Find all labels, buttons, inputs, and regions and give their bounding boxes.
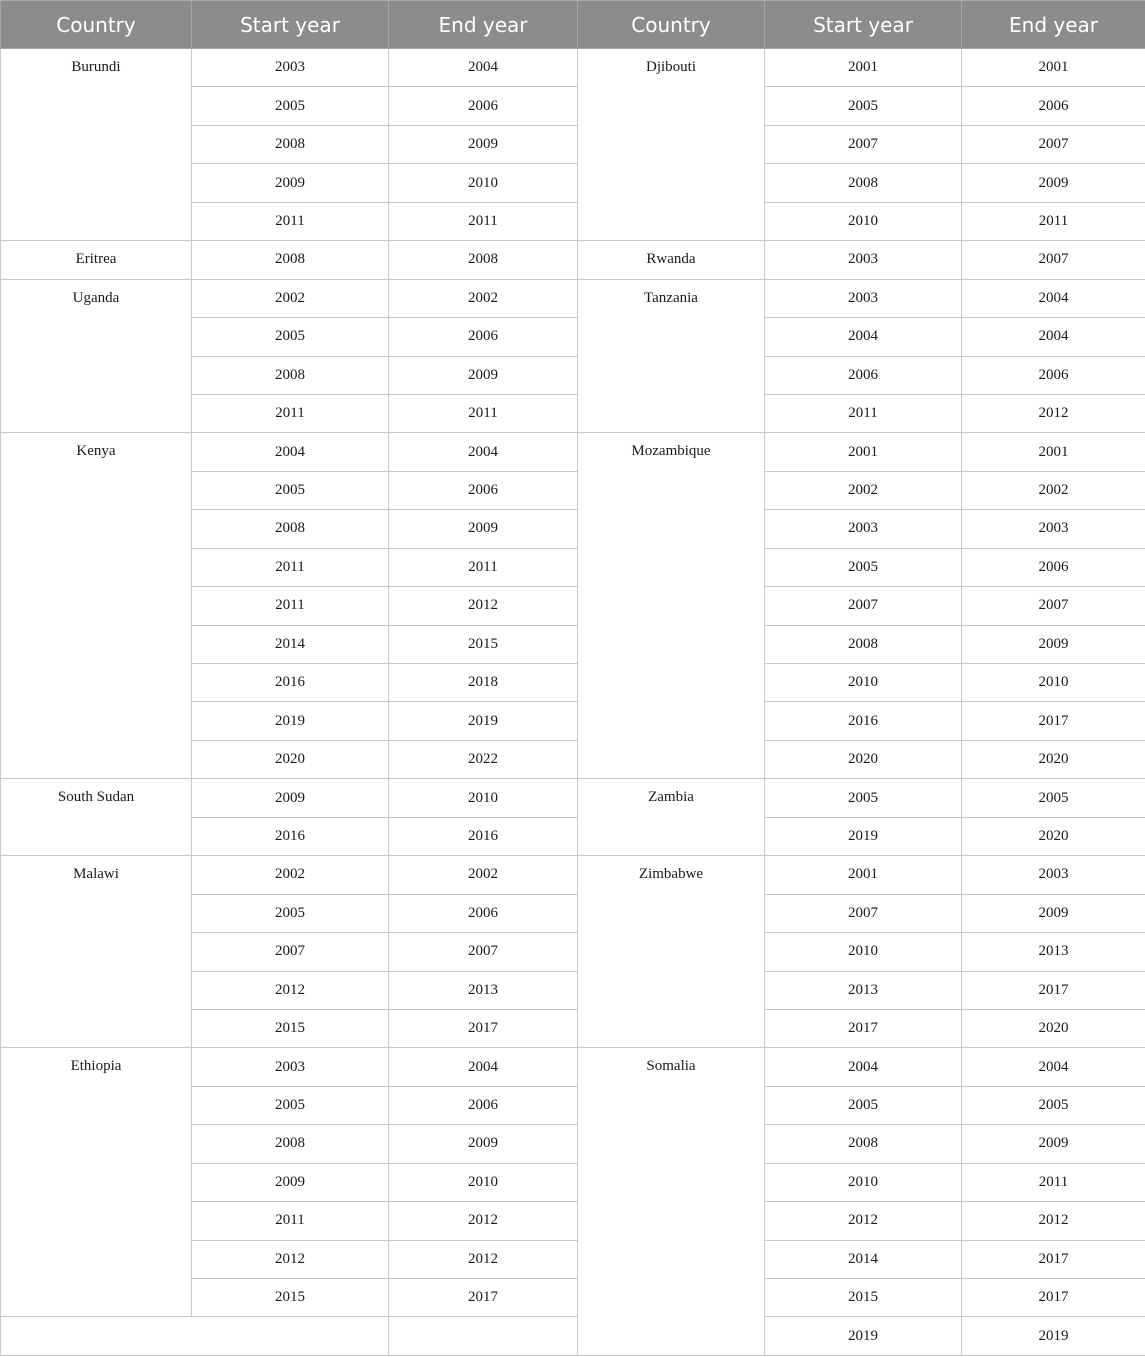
- start-year-cell: 2011: [765, 394, 962, 432]
- end-year-cell: 2011: [389, 202, 578, 240]
- start-year-cell: 2007: [765, 587, 962, 625]
- header-end-year-left: End year: [389, 1, 578, 49]
- start-year-cell: 2010: [765, 202, 962, 240]
- end-year-cell: 2007: [962, 587, 1145, 625]
- end-year-cell: 2010: [389, 1163, 578, 1201]
- start-year-cell: 2011: [192, 1202, 389, 1240]
- start-year-cell: 2007: [192, 933, 389, 971]
- end-year-cell: 2010: [389, 164, 578, 202]
- end-year-cell: 2013: [962, 933, 1145, 971]
- table-row: [1, 433, 1145, 471]
- start-year-cell: 2003: [765, 279, 962, 317]
- start-year-cell: 2019: [192, 702, 389, 740]
- start-year-cell: 2012: [765, 1202, 962, 1240]
- end-year-cell: 2012: [389, 1202, 578, 1240]
- start-year-cell: 2005: [192, 318, 389, 356]
- table-row: [1, 856, 1145, 894]
- end-year-cell: 2007: [962, 241, 1145, 279]
- country-cell: Tanzania: [578, 279, 765, 433]
- start-year-cell: 2008: [192, 241, 389, 279]
- end-year-cell: 2012: [389, 587, 578, 625]
- start-year-cell: 2010: [765, 664, 962, 702]
- start-year-cell: 2009: [192, 779, 389, 817]
- start-year-cell: 2019: [765, 1317, 962, 1355]
- end-year-cell: 2007: [962, 125, 1145, 163]
- end-year-cell: 2013: [389, 971, 578, 1009]
- table-row: [1, 279, 1145, 317]
- end-year-cell: 2009: [962, 164, 1145, 202]
- end-year-cell: 2007: [389, 933, 578, 971]
- end-year-cell: 2009: [962, 1125, 1145, 1163]
- country-cell: South Sudan: [1, 779, 192, 856]
- end-year-cell: 2009: [389, 356, 578, 394]
- start-year-cell: 2005: [192, 894, 389, 932]
- end-year-cell: 2008: [389, 241, 578, 279]
- table-row: [1, 1317, 1145, 1355]
- end-year-cell: 2002: [389, 856, 578, 894]
- start-year-cell: 2008: [192, 1125, 389, 1163]
- start-year-cell: 2005: [765, 548, 962, 586]
- start-year-cell: 2012: [192, 1240, 389, 1278]
- start-year-cell: 2019: [765, 817, 962, 855]
- end-year-cell: 2002: [389, 279, 578, 317]
- country-cell: Djibouti: [578, 49, 765, 241]
- empty-cell: [389, 1317, 578, 1355]
- start-year-cell: 2020: [765, 740, 962, 778]
- country-cell: Uganda: [1, 279, 192, 433]
- start-year-cell: 2004: [765, 318, 962, 356]
- empty-cell: [1, 1317, 389, 1355]
- start-year-cell: 2010: [765, 933, 962, 971]
- start-year-cell: 2008: [765, 1125, 962, 1163]
- country-cell: Eritrea: [1, 241, 192, 279]
- table-row: [1, 779, 1145, 817]
- start-year-cell: 2004: [192, 433, 389, 471]
- start-year-cell: 2016: [765, 702, 962, 740]
- start-year-cell: 2014: [765, 1240, 962, 1278]
- start-year-cell: 2002: [192, 856, 389, 894]
- end-year-cell: 2018: [389, 664, 578, 702]
- start-year-cell: 2020: [192, 740, 389, 778]
- start-year-cell: 2003: [192, 49, 389, 87]
- end-year-cell: 2019: [389, 702, 578, 740]
- start-year-cell: 2005: [765, 779, 962, 817]
- end-year-cell: 2006: [389, 471, 578, 509]
- end-year-cell: 2019: [962, 1317, 1145, 1355]
- start-year-cell: 2009: [192, 1163, 389, 1201]
- start-year-cell: 2012: [192, 971, 389, 1009]
- header-country-left: Country: [1, 1, 192, 49]
- end-year-cell: 2012: [962, 1202, 1145, 1240]
- start-year-cell: 2011: [192, 202, 389, 240]
- start-year-cell: 2011: [192, 394, 389, 432]
- table-row: [1, 241, 1145, 279]
- end-year-cell: 2004: [962, 279, 1145, 317]
- table-body: [1, 49, 1145, 1356]
- end-year-cell: 2011: [962, 1163, 1145, 1201]
- start-year-cell: 2005: [192, 1086, 389, 1124]
- start-year-cell: 2011: [192, 587, 389, 625]
- country-cell: Somalia: [578, 1048, 765, 1356]
- end-year-cell: 2016: [389, 817, 578, 855]
- end-year-cell: 2017: [962, 1240, 1145, 1278]
- start-year-cell: 2001: [765, 49, 962, 87]
- start-year-cell: 2014: [192, 625, 389, 663]
- end-year-cell: 2004: [389, 433, 578, 471]
- country-cell: Rwanda: [578, 241, 765, 279]
- end-year-cell: 2017: [389, 1279, 578, 1317]
- end-year-cell: 2017: [962, 1279, 1145, 1317]
- start-year-cell: 2007: [765, 894, 962, 932]
- header-row: [1, 1, 1145, 49]
- header-end-year-right: End year: [962, 1, 1145, 49]
- start-year-cell: 2017: [765, 1009, 962, 1047]
- country-cell: Burundi: [1, 49, 192, 241]
- header-start-year-right: Start year: [765, 1, 962, 49]
- end-year-cell: 2009: [962, 894, 1145, 932]
- end-year-cell: 2006: [389, 318, 578, 356]
- end-year-cell: 2004: [389, 1048, 578, 1086]
- table-row: [1, 1048, 1145, 1086]
- end-year-cell: 2017: [962, 971, 1145, 1009]
- table-row: [1, 49, 1145, 87]
- end-year-cell: 2001: [962, 433, 1145, 471]
- start-year-cell: 2005: [765, 1086, 962, 1124]
- end-year-cell: 2002: [962, 471, 1145, 509]
- country-cell: Kenya: [1, 433, 192, 779]
- end-year-cell: 2003: [962, 510, 1145, 548]
- end-year-cell: 2006: [962, 356, 1145, 394]
- end-year-cell: 2004: [962, 318, 1145, 356]
- country-cell: Zimbabwe: [578, 856, 765, 1048]
- end-year-cell: 2006: [389, 87, 578, 125]
- end-year-cell: 2017: [962, 702, 1145, 740]
- header-start-year-left: Start year: [192, 1, 389, 49]
- end-year-cell: 2015: [389, 625, 578, 663]
- start-year-cell: 2013: [765, 971, 962, 1009]
- start-year-cell: 2016: [192, 817, 389, 855]
- end-year-cell: 2011: [389, 548, 578, 586]
- end-year-cell: 2020: [962, 740, 1145, 778]
- end-year-cell: 2010: [389, 779, 578, 817]
- start-year-cell: 2008: [765, 164, 962, 202]
- start-year-cell: 2008: [192, 510, 389, 548]
- end-year-cell: 2009: [389, 125, 578, 163]
- start-year-cell: 2011: [192, 548, 389, 586]
- end-year-cell: 2011: [389, 394, 578, 432]
- start-year-cell: 2002: [192, 279, 389, 317]
- end-year-cell: 2009: [389, 510, 578, 548]
- start-year-cell: 2003: [765, 241, 962, 279]
- end-year-cell: 2005: [962, 779, 1145, 817]
- end-year-cell: 2006: [389, 894, 578, 932]
- start-year-cell: 2008: [192, 125, 389, 163]
- country-cell: Ethiopia: [1, 1048, 192, 1317]
- end-year-cell: 2003: [962, 856, 1145, 894]
- start-year-cell: 2007: [765, 125, 962, 163]
- end-year-cell: 2004: [962, 1048, 1145, 1086]
- end-year-cell: 2017: [389, 1009, 578, 1047]
- start-year-cell: 2005: [765, 87, 962, 125]
- start-year-cell: 2003: [192, 1048, 389, 1086]
- start-year-cell: 2015: [192, 1279, 389, 1317]
- start-year-cell: 2005: [192, 471, 389, 509]
- end-year-cell: 2001: [962, 49, 1145, 87]
- end-year-cell: 2006: [962, 548, 1145, 586]
- end-year-cell: 2011: [962, 202, 1145, 240]
- start-year-cell: 2003: [765, 510, 962, 548]
- start-year-cell: 2008: [192, 356, 389, 394]
- end-year-cell: 2005: [962, 1086, 1145, 1124]
- start-year-cell: 2001: [765, 433, 962, 471]
- end-year-cell: 2020: [962, 817, 1145, 855]
- end-year-cell: 2006: [962, 87, 1145, 125]
- start-year-cell: 2009: [192, 164, 389, 202]
- country-cell: Zambia: [578, 779, 765, 856]
- start-year-cell: 2015: [192, 1009, 389, 1047]
- end-year-cell: 2006: [389, 1086, 578, 1124]
- end-year-cell: 2009: [962, 625, 1145, 663]
- start-year-cell: 2006: [765, 356, 962, 394]
- start-year-cell: 2010: [765, 1163, 962, 1201]
- start-year-cell: 2015: [765, 1279, 962, 1317]
- end-year-cell: 2012: [389, 1240, 578, 1278]
- end-year-cell: 2009: [389, 1125, 578, 1163]
- end-year-cell: 2020: [962, 1009, 1145, 1047]
- start-year-cell: 2002: [765, 471, 962, 509]
- end-year-cell: 2022: [389, 740, 578, 778]
- start-year-cell: 2005: [192, 87, 389, 125]
- end-year-cell: 2004: [389, 49, 578, 87]
- country-cell: Malawi: [1, 856, 192, 1048]
- start-year-cell: 2004: [765, 1048, 962, 1086]
- header-country-right: Country: [578, 1, 765, 49]
- start-year-cell: 2008: [765, 625, 962, 663]
- end-year-cell: 2010: [962, 664, 1145, 702]
- start-year-cell: 2016: [192, 664, 389, 702]
- start-year-cell: 2001: [765, 856, 962, 894]
- end-year-cell: 2012: [962, 394, 1145, 432]
- country-cell: Mozambique: [578, 433, 765, 779]
